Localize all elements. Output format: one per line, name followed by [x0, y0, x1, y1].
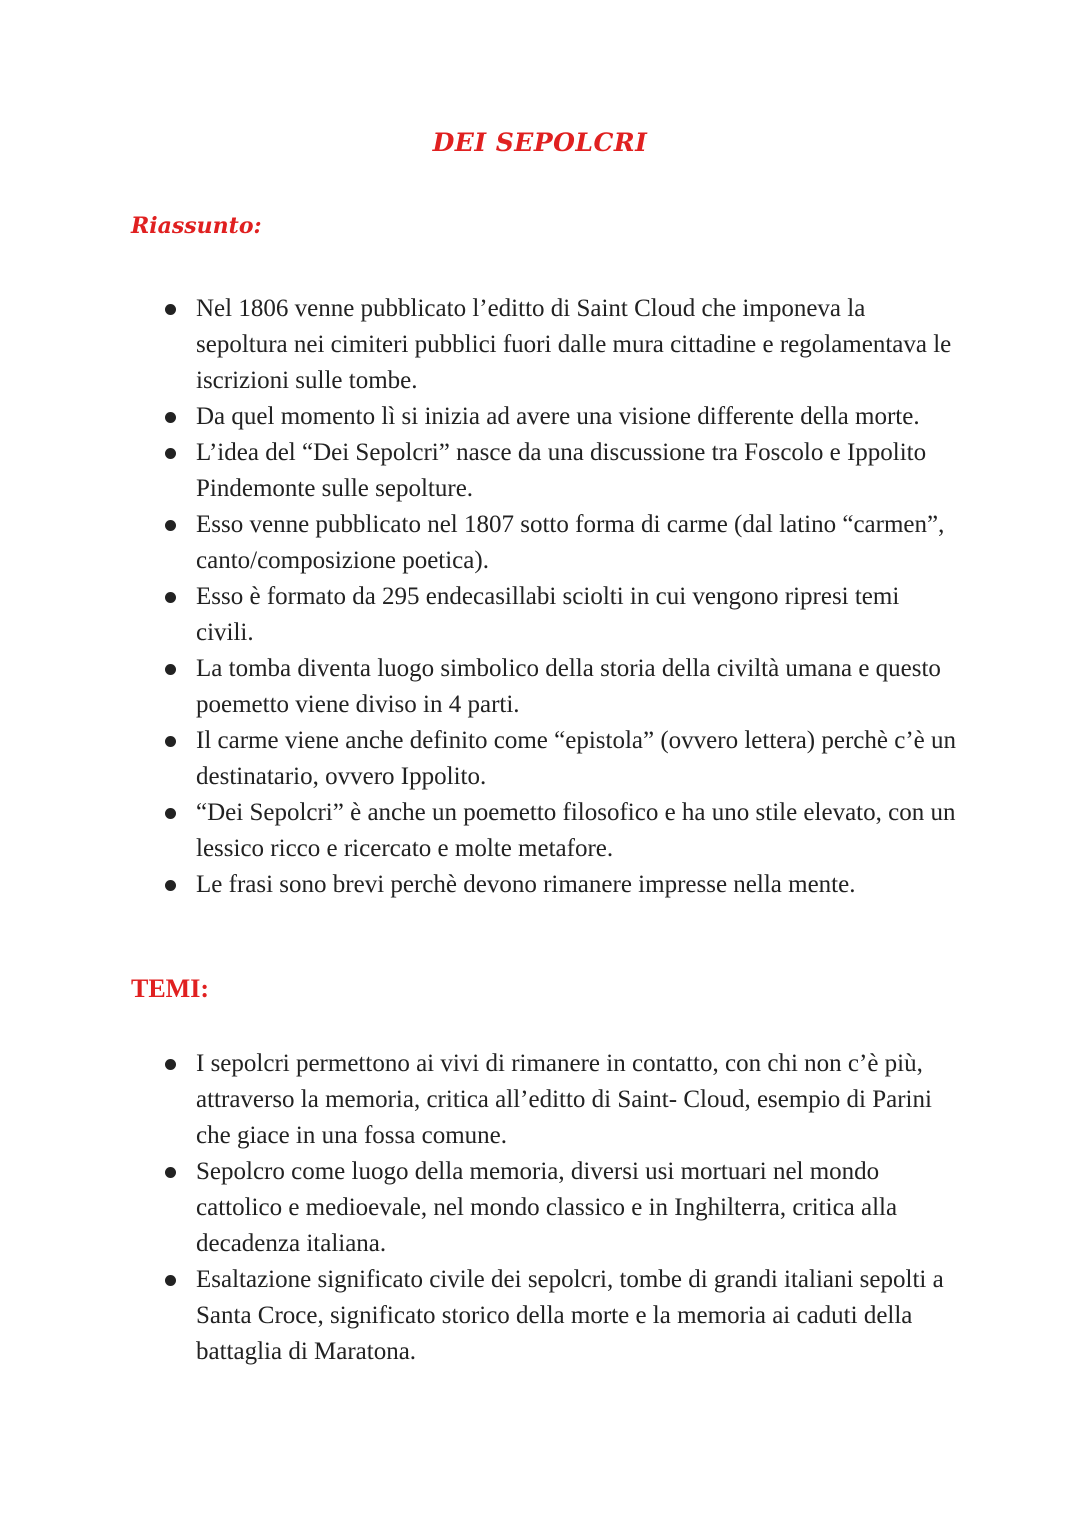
temi-list: [0, 1046, 956, 1370]
list-item: [0, 1262, 956, 1370]
list-item: [0, 867, 956, 903]
list-item-text: Sepolcro come luogo della memoria, diversi usi mortuari nel mondo cattolico e medioevale, nel mondo classico e in Inghilterra, critica alla decadenza italiana.: [196, 1158, 898, 1257]
bullet-icon: [165, 880, 176, 891]
bullet-icon: [165, 592, 176, 603]
bullet-icon: [165, 448, 176, 459]
list-item-text: Da quel momento lì si inizia ad avere una visione differente della morte.: [196, 403, 920, 430]
list-item-text: Esso venne pubblicato nel 1807 sotto forma di carme (dal latino “carmen”, canto/composizione poetica).: [196, 511, 945, 574]
section-heading-temi: TEMI:: [131, 974, 209, 1003]
list-item-text: “Dei Sepolcri” è anche un poemetto filosofico e ha uno stile elevato, con un lessico ricco e ricercato e molte metafore.: [196, 799, 956, 862]
list-item: [0, 651, 956, 723]
page-title: DEI SEPOLCRI: [432, 128, 648, 157]
bullet-icon: [165, 808, 176, 819]
bullet-icon: [165, 520, 176, 531]
bullet-icon: [165, 304, 176, 315]
list-item: [0, 723, 956, 795]
list-item: [0, 1046, 956, 1154]
list-item-text: Le frasi sono brevi perchè devono rimanere impresse nella mente.: [196, 871, 856, 898]
bullet-icon: [165, 1275, 176, 1286]
list-item-text: Esaltazione significato civile dei sepolcri, tombe di grandi italiani sepolti a Santa Croce, significato storico della morte e la memoria ai caduti della battaglia di Maratona.: [196, 1266, 944, 1365]
bullet-icon: [165, 412, 176, 423]
list-item: [0, 291, 956, 399]
list-item: [0, 435, 956, 507]
list-item: [0, 1154, 956, 1262]
list-item: [0, 579, 956, 651]
bullet-icon: [165, 1167, 176, 1178]
list-item-text: Nel 1806 venne pubblicato l’editto di Saint Cloud che imponeva la sepoltura nei cimiteri pubblici fuori dalle mura cittadine e regolamentava le iscrizioni sulle tombe.: [196, 295, 952, 394]
list-item-text: I sepolcri permettono ai vivi di rimanere in contatto, con chi non c’è più, attraverso la memoria, critica all’editto di Saint- Cloud, esempio di Parini che giace in una fossa comune.: [196, 1050, 932, 1149]
list-item: [0, 795, 956, 867]
list-item-text: L’idea del “Dei Sepolcri” nasce da una discussione tra Foscolo e Ippolito Pindemonte sulle sepolture.: [196, 439, 927, 502]
list-item: [0, 399, 956, 435]
section-heading-riassunto: Riassunto:: [131, 213, 262, 239]
list-item-text: Il carme viene anche definito come “epistola” (ovvero lettera) perchè c’è un destinatario, ovvero Ippolito.: [196, 727, 957, 790]
list-item-text: La tomba diventa luogo simbolico della storia della civiltà umana e questo poemetto viene diviso in 4 parti.: [196, 655, 941, 718]
list-item: [0, 507, 956, 579]
bullet-icon: [165, 1059, 176, 1070]
riassunto-list: [0, 291, 956, 903]
list-item-text: Esso è formato da 295 endecasillabi sciolti in cui vengono ripresi temi civili.: [196, 583, 900, 646]
bullet-icon: [165, 736, 176, 747]
bullet-icon: [165, 664, 176, 675]
